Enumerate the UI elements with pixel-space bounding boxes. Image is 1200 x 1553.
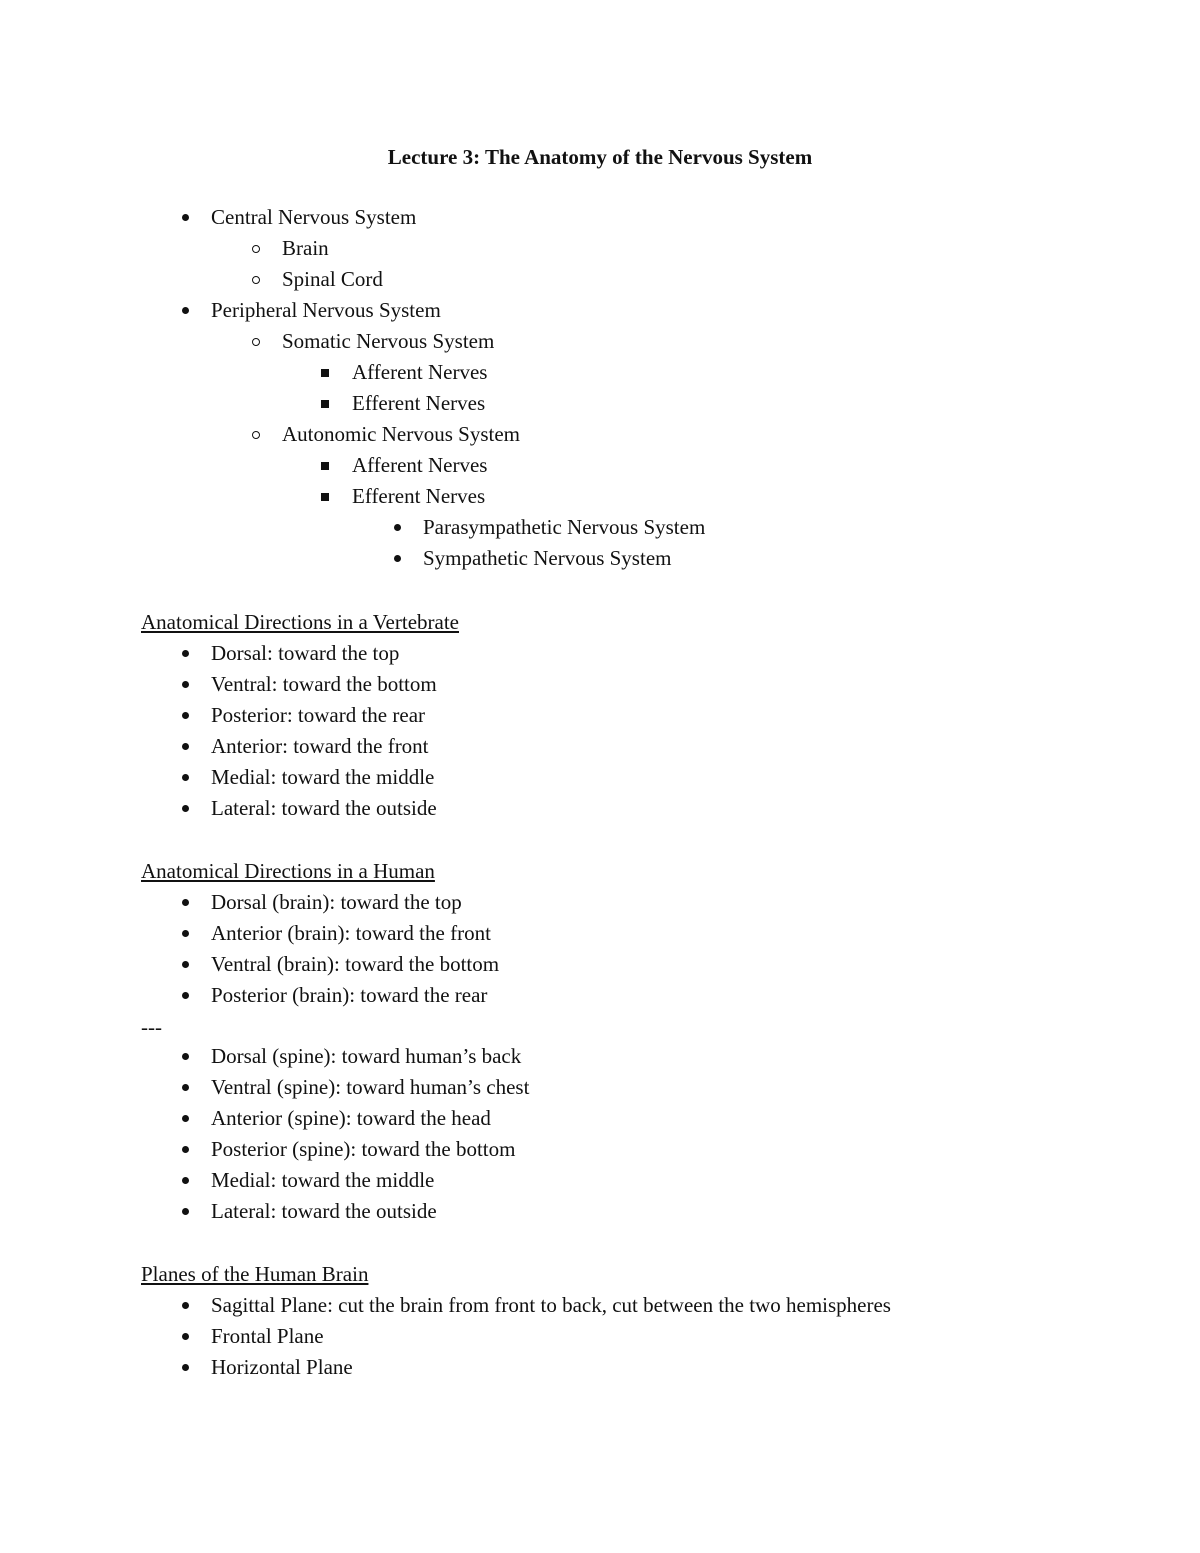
list-item: Posterior (brain): toward the rear [211, 983, 488, 1007]
bullet-icon [178, 980, 192, 1011]
bullet-icon [249, 233, 263, 264]
bullet-icon [178, 669, 192, 700]
outline-item: Central Nervous System [211, 205, 417, 229]
bullet-icon [249, 264, 263, 295]
bullet-icon [390, 512, 404, 543]
section-heading-vertebrate: Anatomical Directions in a Vertebrate [141, 610, 459, 634]
bullet-icon [178, 949, 192, 980]
bullet-icon [178, 295, 192, 326]
document-title: Lecture 3: The Anatomy of the Nervous System [387, 145, 813, 169]
bullet-icon [178, 700, 192, 731]
list-item: Dorsal (spine): toward human’s back [211, 1044, 522, 1068]
outline-item: Afferent Nerves [352, 360, 488, 384]
list-item: Anterior (brain): toward the front [211, 921, 491, 945]
bullet-icon [318, 357, 332, 388]
bullet-icon [390, 543, 404, 574]
list-item: Posterior: toward the rear [211, 703, 426, 727]
outline-item: Sympathetic Nervous System [423, 546, 672, 570]
bullet-icon [178, 731, 192, 762]
list-item: Medial: toward the middle [211, 1168, 435, 1192]
bullet-icon [178, 1041, 192, 1072]
section-heading-planes: Planes of the Human Brain [141, 1262, 369, 1286]
bullet-icon [178, 638, 192, 669]
outline-item: Efferent Nerves [352, 391, 486, 415]
separator-text: --- [141, 1015, 162, 1039]
bullet-icon [178, 1290, 192, 1321]
bullet-icon [318, 481, 332, 512]
list-item: Ventral: toward the bottom [211, 672, 437, 696]
list-item: Dorsal (brain): toward the top [211, 890, 462, 914]
list-item: Lateral: toward the outside [211, 796, 437, 820]
bullet-icon [249, 326, 263, 357]
bullet-icon [178, 202, 192, 233]
section-heading-human: Anatomical Directions in a Human [141, 859, 435, 883]
outline-item: Brain [282, 236, 329, 260]
bullet-icon [178, 918, 192, 949]
bullet-icon [178, 762, 192, 793]
list-item: Ventral (brain): toward the bottom [211, 952, 500, 976]
bullet-icon [318, 450, 332, 481]
bullet-icon [318, 388, 332, 419]
bullet-icon [178, 1196, 192, 1227]
bullet-icon [178, 1072, 192, 1103]
bullet-icon [178, 1352, 192, 1383]
outline-item: Spinal Cord [282, 267, 383, 291]
outline-item: Efferent Nerves [352, 484, 486, 508]
outline-item: Autonomic Nervous System [282, 422, 520, 446]
outline-item: Parasympathetic Nervous System [423, 515, 706, 539]
bullet-icon [178, 1321, 192, 1352]
list-item: Anterior: toward the front [211, 734, 429, 758]
bullet-icon [178, 1103, 192, 1134]
list-item: Dorsal: toward the top [211, 641, 400, 665]
bullet-icon [178, 1134, 192, 1165]
list-item: Medial: toward the middle [211, 765, 435, 789]
list-item: Frontal Plane [211, 1324, 324, 1348]
list-item: Lateral: toward the outside [211, 1199, 437, 1223]
list-item: Ventral (spine): toward human’s chest [211, 1075, 530, 1099]
bullet-icon [178, 887, 192, 918]
list-item: Anterior (spine): toward the head [211, 1106, 491, 1130]
outline-item: Peripheral Nervous System [211, 298, 441, 322]
outline-item: Somatic Nervous System [282, 329, 495, 353]
bullet-icon [178, 793, 192, 824]
list-item: Horizontal Plane [211, 1355, 353, 1379]
bullet-icon [249, 419, 263, 450]
bullet-icon [178, 1165, 192, 1196]
list-item: Posterior (spine): toward the bottom [211, 1137, 516, 1161]
outline-item: Afferent Nerves [352, 453, 488, 477]
list-item: Sagittal Plane: cut the brain from front to back, cut between the two hemispheres [211, 1293, 891, 1317]
